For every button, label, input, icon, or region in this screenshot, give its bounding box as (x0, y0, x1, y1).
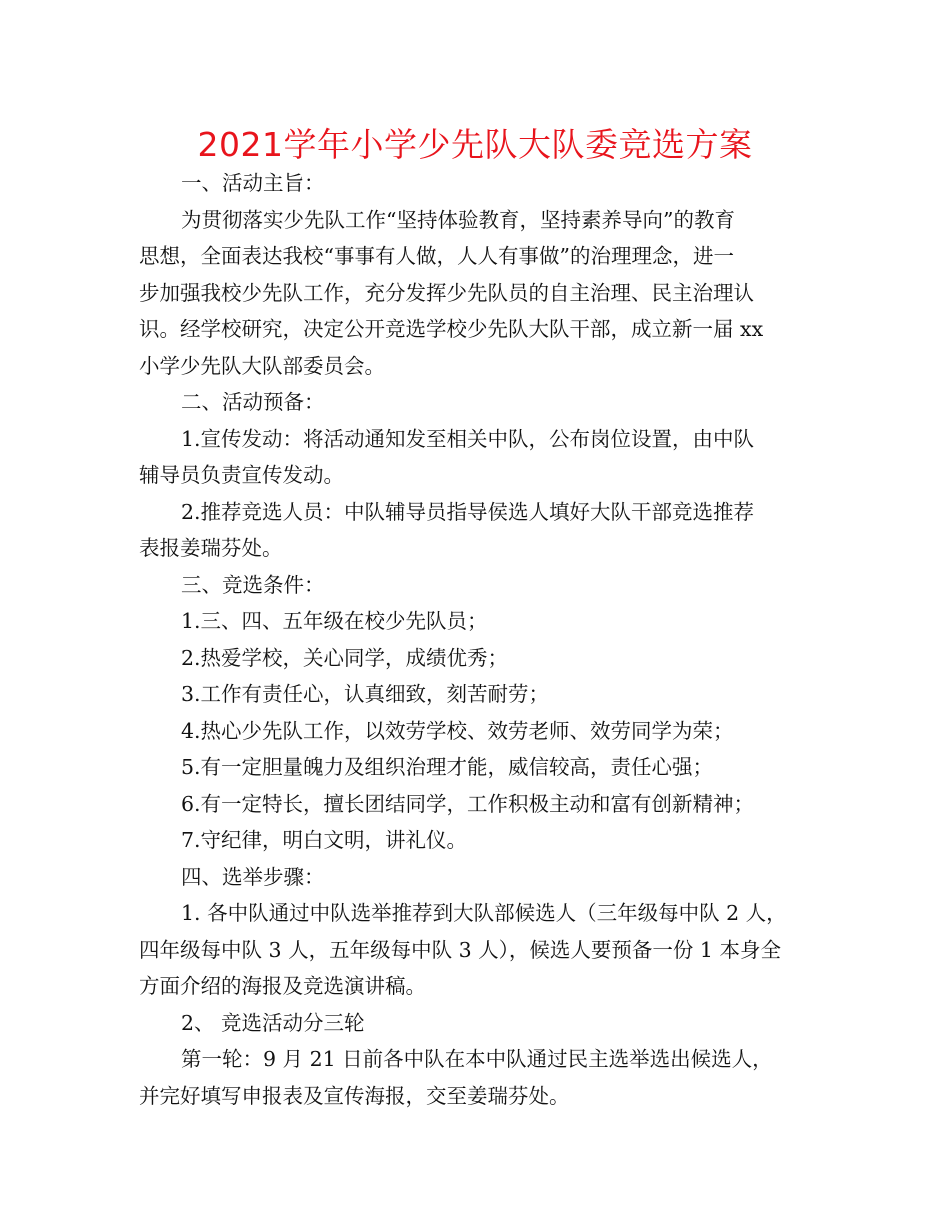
text-line: 四、选举步骤： (181, 864, 325, 889)
text-line: 2.热爱学校，关心同学，成绩优秀； (181, 645, 509, 670)
text-line: 识。经学校研究，决定公开竞选学校少先队大队干部，成立新一届 xx (139, 317, 764, 341)
text-line: 1.宣传发动：将活动通知发至相关中队，公布岗位设置，由中队 (181, 426, 755, 451)
text-line: 思想，全面表达我校“事事有人做，人人有事做”的治理理念，进一 (139, 244, 734, 268)
text-line: 3.工作有责任心，认真细致，刻苦耐劳； (181, 682, 550, 706)
text-line: 5.有一定胆量魄力及组织治理才能，威信较高，责任心强； (181, 755, 714, 779)
text-line: 4.热心少先队工作，以效劳学校、效劳老师、效劳同学为荣； (181, 718, 734, 743)
text-line: 一、活动主旨： (181, 171, 325, 195)
text-line: 第一轮：9 月 21 日前各中队在本中队通过民主选举选出候选人， (181, 1047, 773, 1071)
text-line: 步加强我校少先队工作，充分发挥少先队员的自主治理、民主治理认 (139, 280, 754, 305)
text-line: 为贯彻落实少先队工作“坚持体验教育，坚持素养导向”的教育 (181, 207, 735, 232)
text-line: 辅导员负责宣传发动。 (139, 463, 344, 487)
text-line: 四年级每中队 3 人，五年级每中队 3 人），候选人要预备一份 1 本身全 (139, 937, 781, 962)
text-line: 二、活动预备： (181, 390, 325, 414)
text-line: 1. 各中队通过中队选举推荐到大队部候选人（三年级每中队 2 人， (181, 901, 787, 925)
text-line: 1.三、四、五年级在校少先队员； (181, 609, 488, 633)
text-line: 方面介绍的海报及竞选演讲稿。 (139, 974, 426, 998)
document-body (139, 165, 819, 1114)
text-line: 7.守纪律，明白文明，讲礼仪。 (181, 828, 468, 852)
text-line: 表报姜瑞芬处。 (139, 536, 283, 560)
text-line: 6.有一定特长，擅长团结同学，工作积极主动和富有创新精神； (181, 791, 755, 816)
text-line: 三、竞选条件： (181, 572, 325, 597)
text-line: 小学少先队大队部委员会。 (139, 353, 385, 378)
document-title: 2021学年小学少先队大队委竞选方案 (197, 125, 753, 164)
text-line: 2、 竞选活动分三轮 (181, 1010, 365, 1035)
text-line: 并完好填写申报表及宣传海报，交至姜瑞芬处。 (139, 1083, 570, 1108)
text-line: 2.推荐竞选人员：中队辅导员指导侯选人填好大队干部竞选推荐 (181, 499, 755, 524)
